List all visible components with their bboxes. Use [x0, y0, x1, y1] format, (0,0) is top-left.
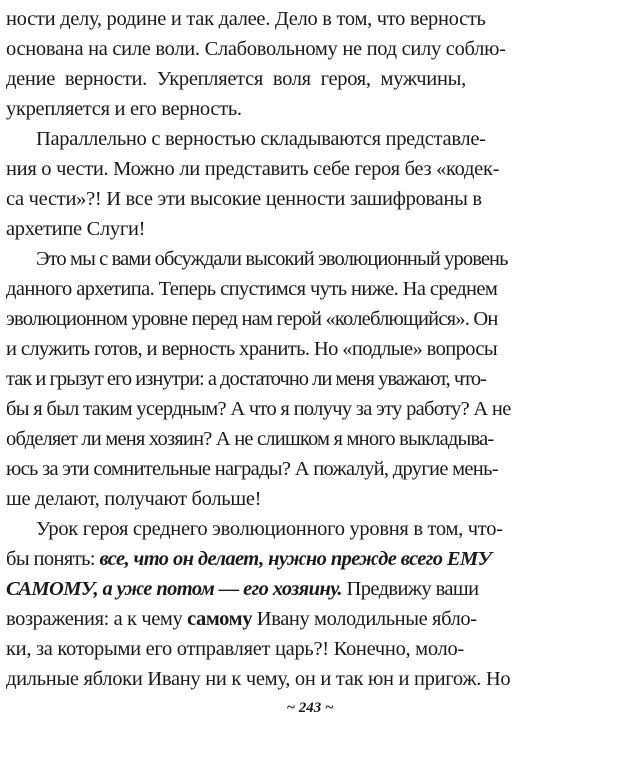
text-line: [6, 184, 482, 214]
text-run: бы понять:: [6, 548, 100, 570]
text-line: [6, 304, 498, 334]
text-run: и служить готов, и верность хранить. Но «подлые» вопросы: [6, 338, 498, 360]
emphasis-text: все, что он делает, нужно прежде всего ЕМУ: [99, 548, 492, 570]
text-run: Урок героя среднего эволюционного уровня в том, что-: [36, 518, 503, 540]
text-line: [6, 664, 510, 694]
text-run: возражения: а к чему: [6, 608, 188, 630]
text-run: дильные яблоки Ивану ни к чему, он и так юн и пригож. Но: [6, 668, 511, 690]
text-line: [6, 604, 477, 634]
text-run: Предвижу ваши: [341, 578, 479, 600]
text-line: [6, 634, 464, 664]
text-line: [6, 94, 242, 124]
text-run: бы я был таким усердным? А что я получу за эту работу? А не: [6, 398, 511, 420]
text-run: Параллельно с верностью складываются представле-: [36, 128, 486, 150]
text-line: [6, 364, 486, 394]
text-run: так и грызут его изнутри: а достаточно ли меня уважают, что-: [6, 368, 486, 390]
text-line: [36, 124, 486, 154]
text-line: [6, 274, 497, 304]
text-run: ки, за которыми его отправляет царь?! Конечно, моло-: [6, 638, 464, 660]
bold-text: самому: [187, 608, 253, 630]
text-run: дение верности. Укрепляется воля героя, мужчины,: [6, 68, 466, 90]
text-line: [6, 64, 466, 94]
text-run: ния о чести. Можно ли представить себе героя без «кодек-: [6, 158, 500, 180]
text-run: ности делу, родине и так далее. Дело в том, что верность: [6, 8, 486, 30]
text-run: эволюционном уровне перед нам герой «колеблющийся». Он: [6, 308, 498, 330]
text-run: Ивану молодильные ябло-: [252, 608, 477, 630]
text-run: са чести»?! И все эти высокие ценности зашифрованы в: [6, 188, 482, 210]
text-line: [6, 574, 478, 604]
text-run: обделяет ли меня хозяин? А не слишком я много выкладыва-: [6, 428, 494, 450]
text-line: [36, 244, 508, 274]
text-line: [6, 334, 497, 364]
text-line: [6, 214, 145, 244]
text-line: [6, 424, 493, 454]
text-run: данного архетипа. Теперь спустимся чуть ниже. На среднем: [6, 278, 498, 300]
text-line: [6, 4, 486, 34]
text-line: [6, 544, 491, 574]
page-number: ~ 243 ~: [286, 700, 334, 716]
text-run: основана на силе воли. Слабовольному не под силу соблю-: [6, 38, 506, 60]
text-line: [6, 34, 506, 64]
text-run: юсь за эти сомнительные награды? А пожалуй, другие мень-: [6, 458, 498, 480]
text-run: архетипе Слуги!: [6, 218, 146, 240]
text-line: [6, 154, 499, 184]
text-run: укрепляется и его верность.: [6, 98, 242, 120]
text-line: [6, 394, 511, 424]
text-line: [6, 484, 261, 514]
text-run: Это мы с вами обсуждали высокий эволюционный уровень: [36, 248, 508, 270]
text-run: ше делают, получают больше!: [6, 488, 262, 510]
text-line: [6, 454, 498, 484]
text-line: [36, 514, 503, 544]
emphasis-text: САМОМУ, а уже потом — его хозяину.: [6, 578, 342, 600]
